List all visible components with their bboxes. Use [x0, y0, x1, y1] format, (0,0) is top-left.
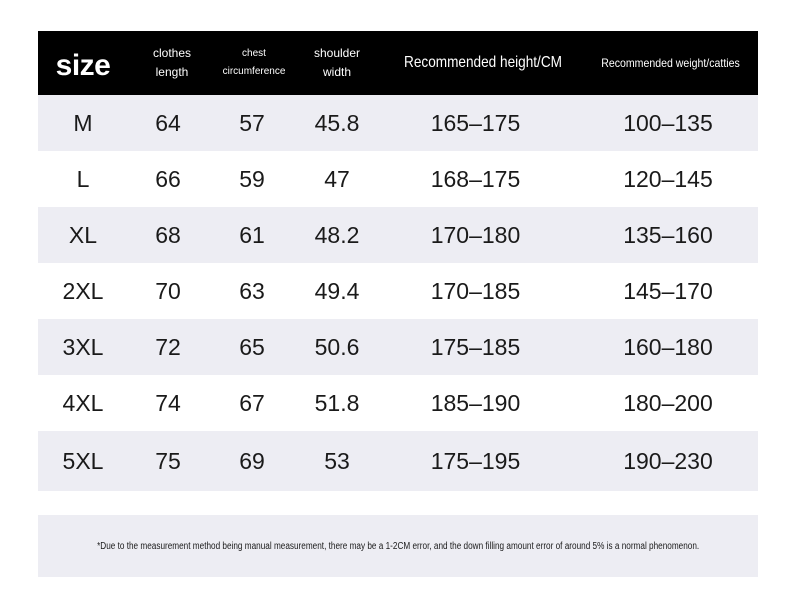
cell-height: 185–190	[430, 389, 521, 416]
cell-height: 168–175	[430, 165, 521, 192]
header-size: size	[55, 49, 111, 82]
cell-height: 170–180	[430, 221, 521, 248]
table-header	[38, 31, 758, 95]
table-row	[38, 151, 758, 207]
cell-weight: 100–135	[623, 109, 713, 136]
cell-size: 4XL	[62, 389, 104, 416]
header-clothes-length-line2: length	[155, 65, 189, 79]
cell-size: XL	[68, 221, 98, 248]
cell-height: 175–185	[430, 333, 521, 360]
cell-shoulder: 50.6	[314, 333, 360, 360]
cell-length: 66	[155, 165, 181, 192]
cell-size: 2XL	[62, 277, 104, 304]
cell-length: 70	[155, 277, 181, 304]
header-chest	[216, 31, 292, 95]
cell-shoulder: 53	[324, 447, 350, 474]
table-row	[38, 207, 758, 263]
cell-weight: 160–180	[623, 333, 713, 360]
cell-chest: 61	[239, 221, 265, 248]
measurement-note	[38, 515, 758, 577]
cell-size: 3XL	[62, 333, 104, 360]
cell-shoulder: 48.2	[314, 221, 360, 248]
cell-height: 170–185	[430, 277, 521, 304]
cell-length: 74	[155, 389, 181, 416]
cell-shoulder: 47	[324, 165, 350, 192]
header-clothes-length-line1: clothes	[152, 46, 192, 60]
header-clothes-length	[133, 31, 211, 95]
cell-size: 5XL	[62, 447, 104, 474]
header-shoulder-line2: width	[322, 65, 351, 79]
table-row	[38, 263, 758, 319]
cell-weight: 120–145	[623, 165, 713, 192]
header-recommended-height: Recommended height/CM	[404, 54, 562, 71]
size-chart-table	[38, 31, 758, 491]
cell-height: 175–195	[430, 447, 521, 474]
cell-shoulder: 45.8	[314, 109, 360, 136]
table-row	[38, 95, 758, 151]
header-shoulder-line1: shoulder	[313, 46, 361, 60]
cell-weight: 180–200	[623, 389, 713, 416]
cell-chest: 59	[239, 165, 265, 192]
cell-weight: 135–160	[623, 221, 713, 248]
header-chest-line2: circumference	[222, 66, 286, 77]
cell-chest: 63	[239, 277, 265, 304]
cell-weight: 145–170	[623, 277, 713, 304]
cell-height: 165–175	[430, 109, 521, 136]
cell-shoulder: 49.4	[314, 277, 360, 304]
header-shoulder	[296, 31, 378, 95]
table-row	[38, 375, 758, 431]
measurement-note-text: *Due to the measurement method being manual measurement, there may be a 1-2CM error, and the down filling amount error of around 5% is a normal phenomenon.	[96, 540, 700, 552]
header-recommended-weight: Recommended weight/catties	[601, 56, 740, 70]
cell-shoulder: 51.8	[314, 389, 360, 416]
header-chest-line1: chest	[242, 48, 266, 59]
cell-chest: 57	[239, 109, 265, 136]
table-row	[38, 319, 758, 375]
cell-length: 64	[155, 109, 181, 136]
cell-size: M	[73, 109, 93, 136]
cell-chest: 69	[239, 447, 265, 474]
cell-length: 68	[155, 221, 181, 248]
cell-chest: 65	[239, 333, 265, 360]
cell-size: L	[76, 165, 90, 192]
cell-length: 72	[155, 333, 181, 360]
cell-chest: 67	[239, 389, 265, 416]
cell-length: 75	[155, 447, 181, 474]
table-row	[38, 431, 758, 491]
cell-weight: 190–230	[623, 447, 713, 474]
